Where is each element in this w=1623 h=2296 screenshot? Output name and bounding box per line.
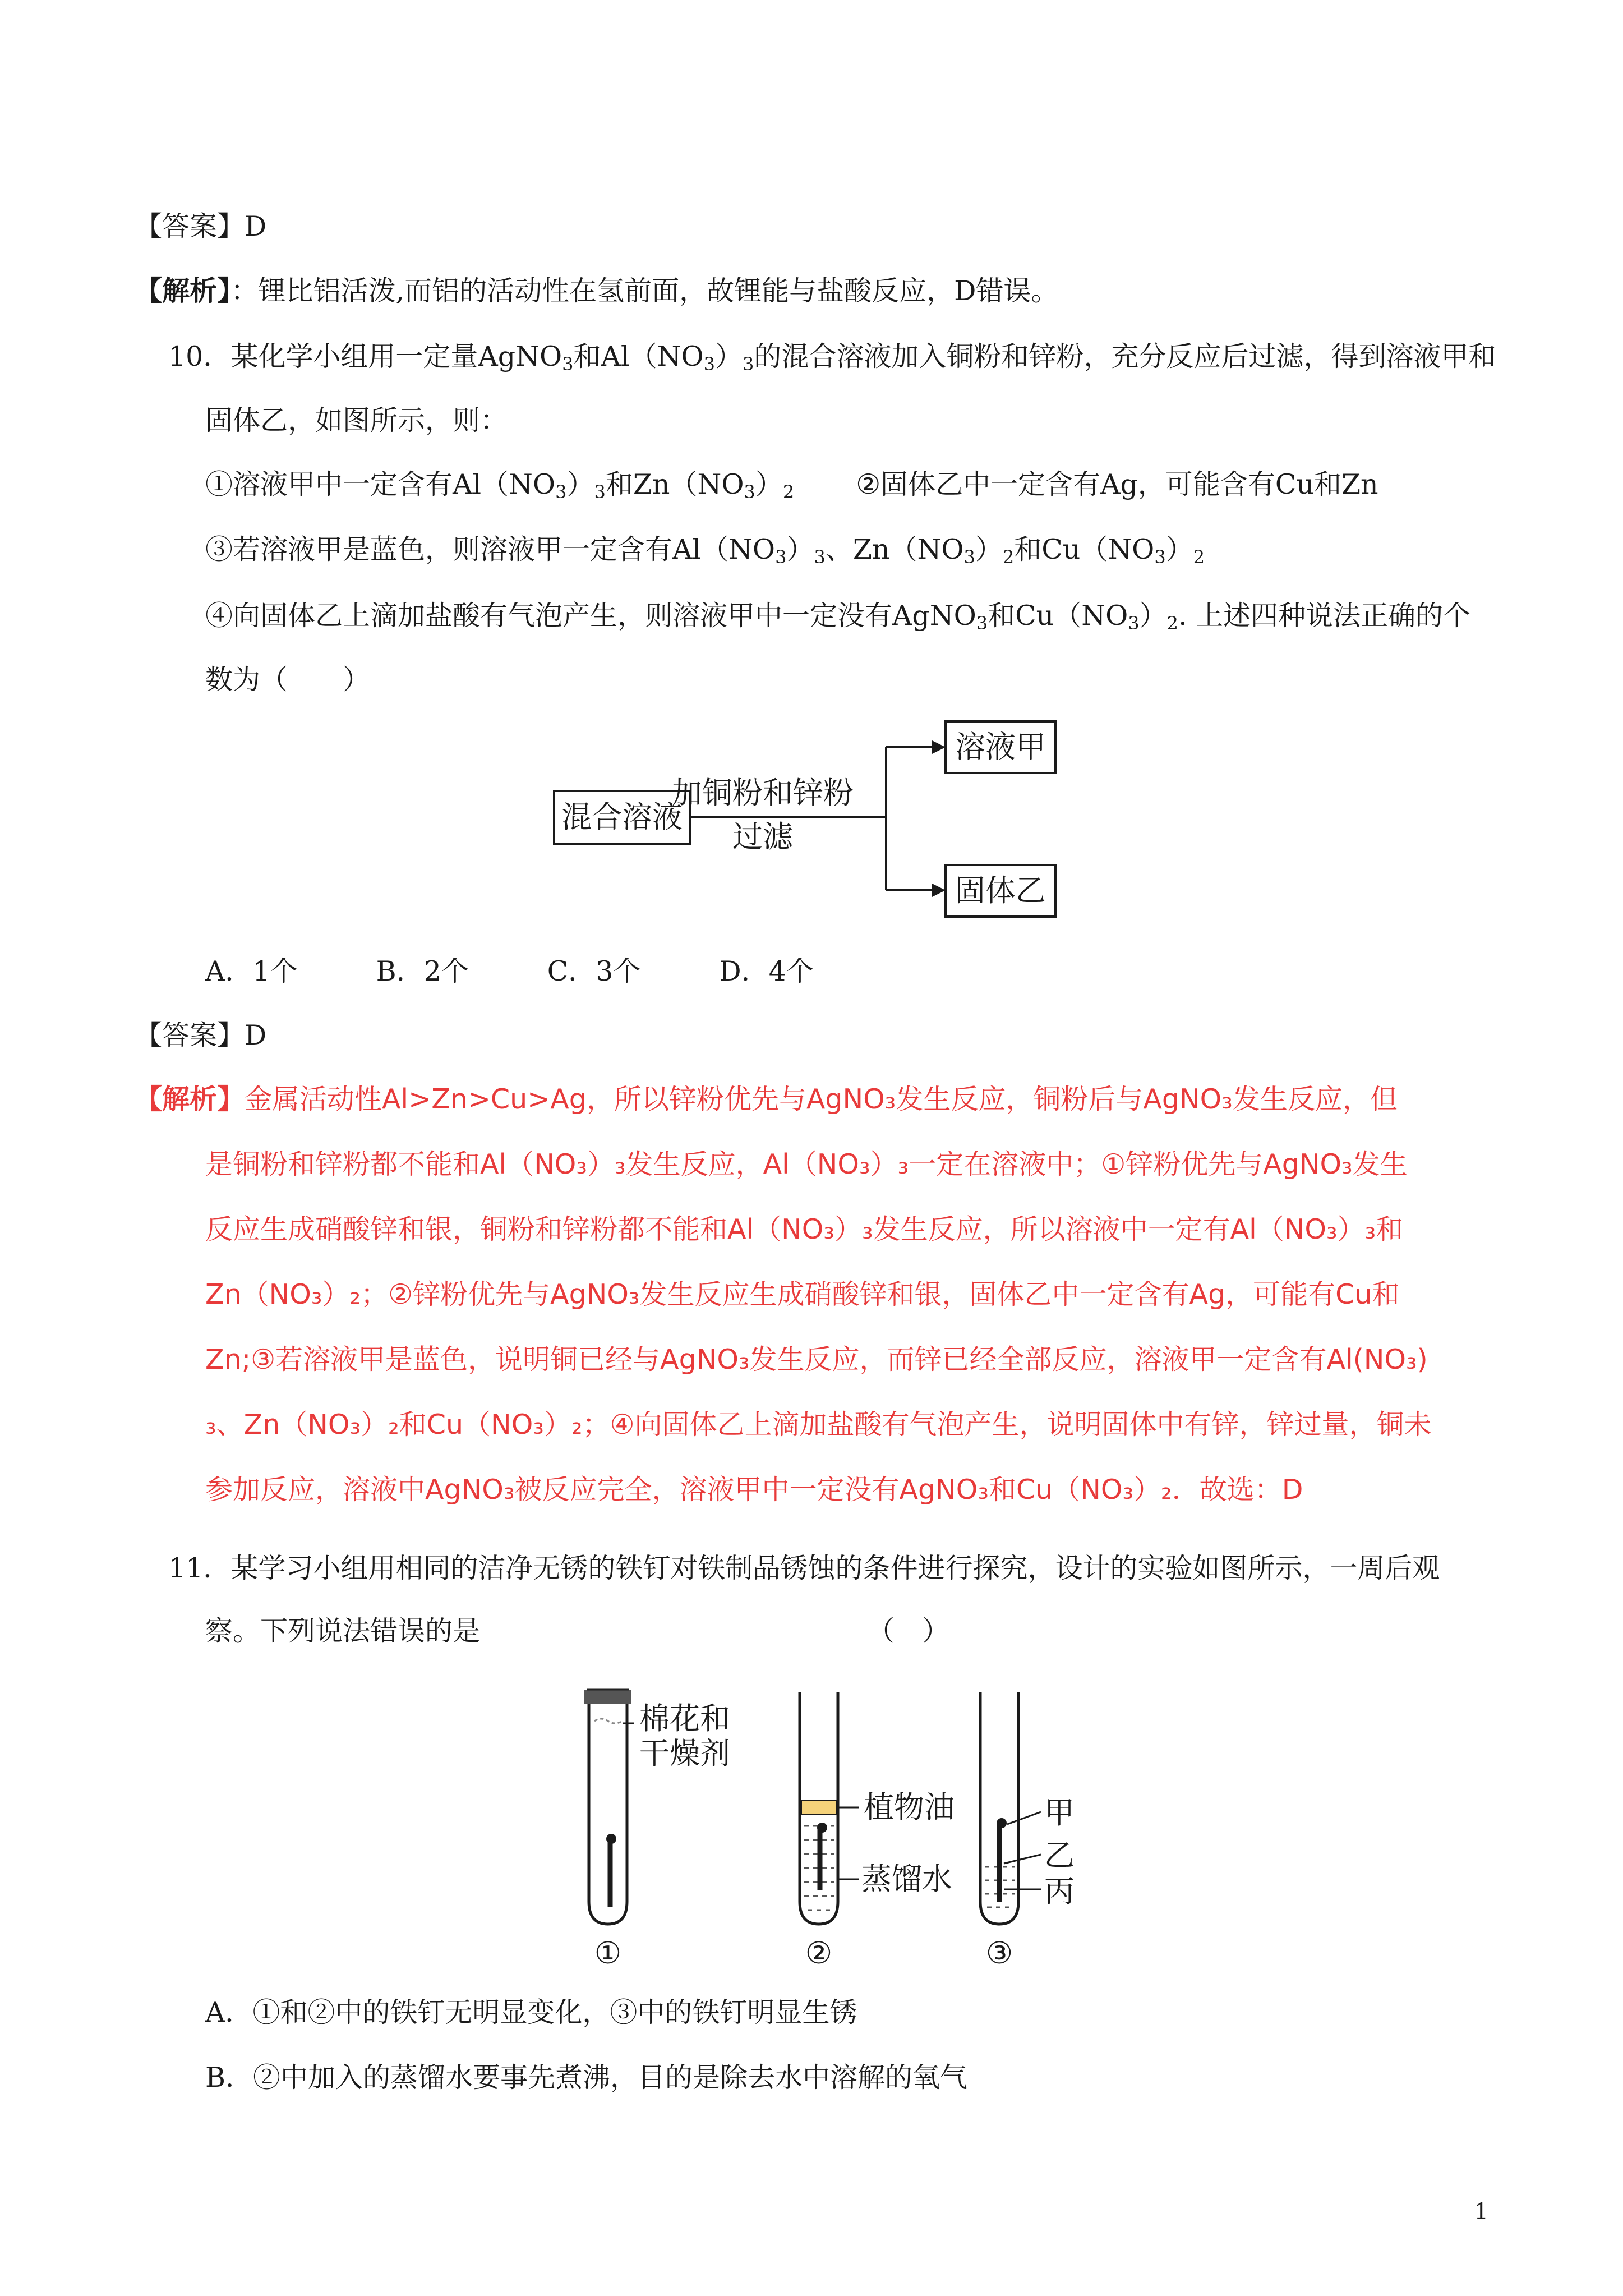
page-number: 1: [1474, 2199, 1488, 2225]
tube1-number: ①: [594, 1935, 622, 1971]
q10-flow-diagram: [544, 712, 1082, 942]
arrow-top-label: 加铜粉和锌粉: [672, 775, 854, 811]
q11-stem-line1: 11．某学习小组用相同的洁净无锈的铁钉对铁制品锈蚀的条件进行探究，设计的实验如图所示，一周后观: [168, 1552, 1440, 1584]
arrow-bottom-label: 过滤: [732, 819, 793, 854]
option-a: A．1个: [205, 955, 298, 987]
tube1-stopper: [584, 1690, 631, 1704]
test-tube-1: [584, 1690, 634, 1924]
q10-stem-line1: 10．某化学小组用一定量AgNO$_3$和$Al(NO_3)_3$的混合溶液加入铜粉和锌粉，充分反应后过滤，得到溶液甲和: [168, 341, 1496, 375]
label-jia: 甲: [1044, 1795, 1075, 1830]
label-distilled-water: 蒸馏水: [861, 1861, 952, 1897]
q10-stem-line2: 固体乙，如图所示，则：: [205, 404, 508, 436]
option-d: D．4个: [719, 955, 814, 987]
q10-analysis-line4: Zn（NO₃）₂；②锌粉优先与AgNO₃发生反应生成硝酸锌和银，固体乙中一定含有Ag，可能有Cu和: [205, 1278, 1400, 1310]
option-c: C．3个: [547, 955, 641, 987]
cotton-desiccant: [594, 1719, 623, 1723]
option-b: B．2个: [376, 955, 469, 987]
q11-stem-line2: 察。下列说法错误的是 （ ）: [205, 1615, 950, 1647]
arrow-to-solid: [932, 884, 946, 897]
solid-label: 固体乙: [955, 873, 1046, 908]
label-cotton-1: 棉花和: [639, 1701, 730, 1736]
q10-analysis-line7: 参加反应，溶液中AgNO₃被反应完全，溶液甲中一定没有AgNO₃和Cu（NO₃）₂．故选：D: [205, 1474, 1303, 1506]
test-tube-2: [800, 1692, 859, 1924]
q10-options: [205, 954, 892, 990]
q10-statement-4: ④向固体乙上滴加盐酸有气泡产生，则溶液甲中一定没有AgNO$_3$和$Cu(NO_3)_2$. 上述四种说法正确的个: [205, 600, 1471, 634]
q9-analysis: 【解析】：锂比铝活泼,而铝的活动性在氢前面，故锂能与盐酸反应，D错误。: [135, 274, 1059, 307]
label-bing: 丙: [1044, 1874, 1075, 1909]
tube3-number: ③: [985, 1935, 1013, 1971]
label-vegetable-oil: 植物油: [864, 1789, 955, 1825]
arrow-to-solution: [932, 740, 946, 754]
q10-statement-3: ③若溶液甲是蓝色，则溶液甲一定含有$Al(NO_3)_3$、$Zn(NO_3)_2$和$Cu(NO_3)_2$: [205, 533, 1205, 568]
q10-statement-1-2: ①溶液甲中一定含有$Al(NO_3)_3$和$Zn(NO_3)_2$ ②固体乙中一定含有Ag，可能含有Cu和Zn: [205, 468, 1378, 503]
label-yi: 乙: [1044, 1838, 1075, 1873]
q11-option-a: A．①和②中的铁钉无明显变化，③中的铁钉明显生锈: [205, 1996, 857, 2028]
q10-analysis-line5: Zn;③若溶液甲是蓝色，说明铜已经与AgNO₃发生反应，而锌已经全部反应，溶液甲一定含有Al(NO₃): [205, 1343, 1428, 1375]
label-cotton-2: 干燥剂: [639, 1736, 730, 1771]
solution-label: 溶液甲: [955, 729, 1046, 765]
q10-stem-end: 数为（ ）: [205, 664, 371, 696]
vegetable-oil-layer: [801, 1801, 836, 1814]
q10-answer: 【答案】D: [135, 1019, 267, 1051]
tube2-number: ②: [805, 1935, 833, 1971]
q10-analysis-line2: 是铜粉和锌粉都不能和Al（NO₃）₃发生反应，Al（NO₃）₃一定在溶液中；①锌粉优先与AgNO₃发生: [205, 1148, 1408, 1180]
q11-option-b: B．②中加入的蒸馏水要事先煮沸，目的是除去水中溶解的氧气: [205, 2062, 968, 2093]
q10-analysis-line3: 反应生成硝酸锌和银，铜粉和锌粉都不能和Al（NO₃）₃发生反应，所以溶液中一定有Al（NO₃）₃和: [205, 1213, 1404, 1245]
mixed-solution-label: 混合溶液: [561, 799, 683, 835]
q10-analysis-line1: 【解析】金属活动性Al>Zn>Cu>Ag，所以锌粉优先与AgNO₃发生反应，铜粉后与AgNO₃发生反应，但: [135, 1083, 1398, 1115]
test-tube-3: [980, 1692, 1041, 1924]
q11-test-tubes-figure: [561, 1677, 1099, 1980]
q9-answer: 【答案】D: [135, 210, 267, 242]
q10-analysis-line6: ₃、Zn（NO₃）₂和Cu（NO₃）₂；④向固体乙上滴加盐酸有气泡产生，说明固体中有锌，锌过量，铜未: [205, 1409, 1432, 1441]
